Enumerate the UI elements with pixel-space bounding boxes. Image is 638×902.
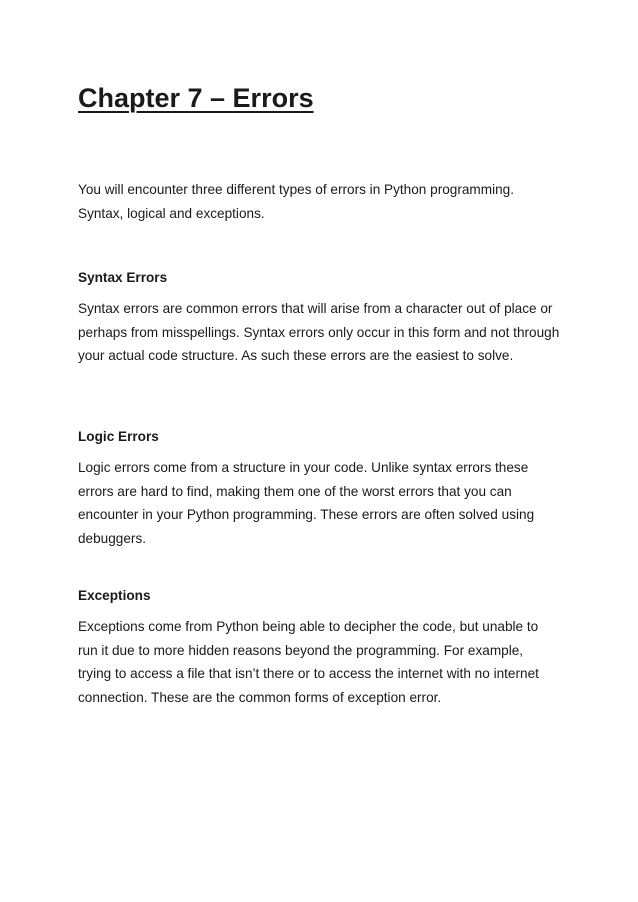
section-heading-logic-errors: Logic Errors: [78, 429, 159, 444]
section-heading-syntax-errors: Syntax Errors: [78, 270, 168, 285]
section-body-exceptions: Exceptions come from Python being able to decipher the code, but unable to run it due to more hidden reasons beyond the programming. For example, trying to access a file that isn’t there or to access the internet with no internet connection. These are the common forms of exception error.: [78, 619, 539, 705]
section-body-syntax-errors: Syntax errors are common errors that will arise from a character out of place or perhaps from misspellings. Syntax errors only occur in this form and not through your actual code structure. As such these errors are the easiest to solve.: [78, 301, 560, 363]
section-body-logic-errors: Logic errors come from a structure in your code. Unlike syntax errors these errors are hard to find, making them one of the worst errors that you can encounter in your Python programming. These errors are often solved using debuggers.: [78, 460, 535, 546]
chapter-title: Chapter 7 – Errors: [78, 83, 314, 113]
section-heading-exceptions: Exceptions: [78, 588, 151, 603]
intro-paragraph: You will encounter three different types of errors in Python programming. Syntax, logical and exceptions.: [78, 182, 514, 221]
